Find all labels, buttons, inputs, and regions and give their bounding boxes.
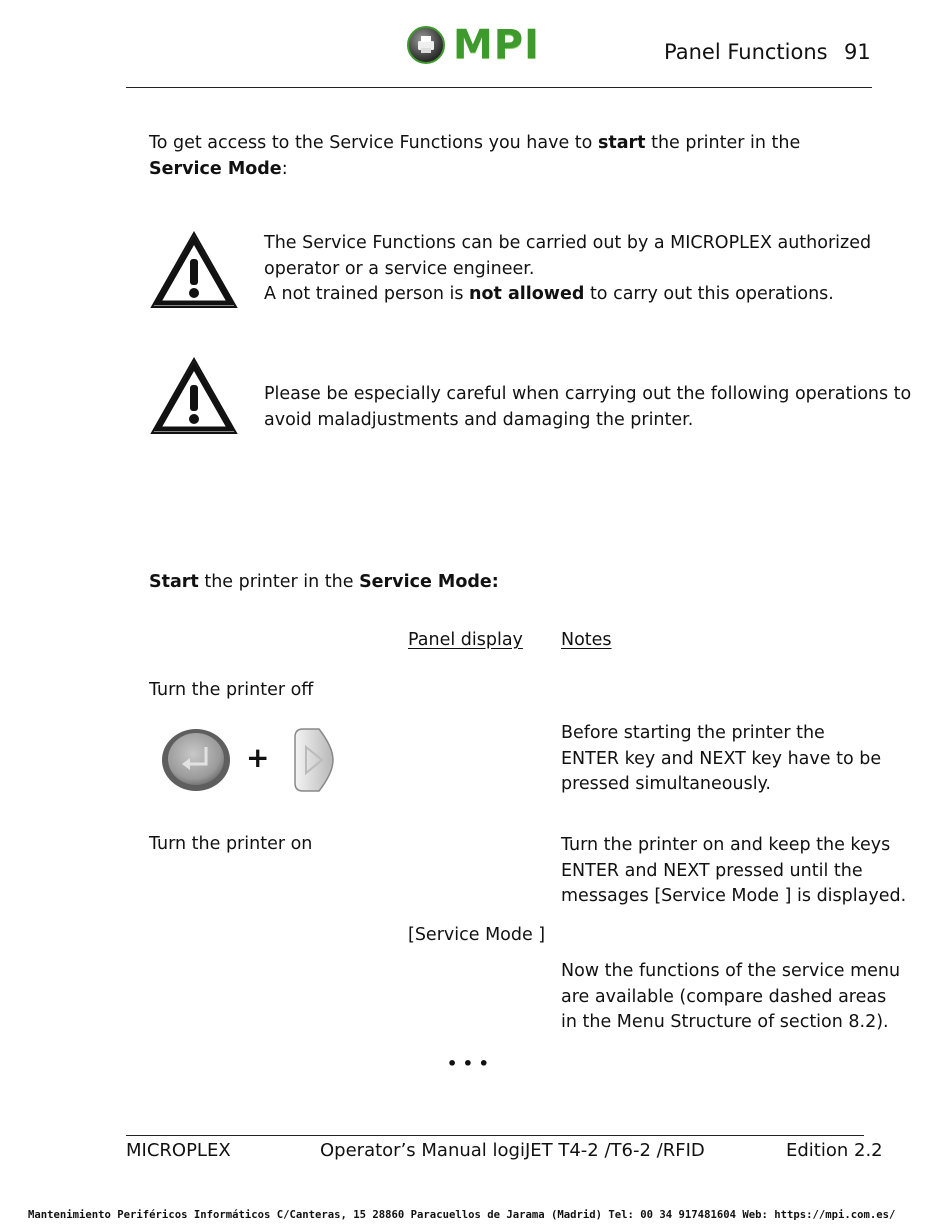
page-header-title: Panel Functions bbox=[664, 40, 828, 64]
step-notes-turn-on: Turn the printer on and keep the keys ENTER and NEXT pressed until the messages [Service Mode ] is displayed. bbox=[561, 835, 907, 906]
column-header-panel-display: Panel display bbox=[408, 630, 523, 650]
footer-divider bbox=[126, 1135, 864, 1136]
panel-display-service-mode: [Service Mode ] bbox=[408, 925, 546, 945]
warning-triangle-icon bbox=[150, 357, 238, 435]
header-divider bbox=[126, 87, 872, 88]
intro-line-2: Service Mode: bbox=[149, 158, 288, 179]
step-notes-service-menu: Now the functions of the service menu are available (compare dashed areas in the Menu Structure of section 8.2). bbox=[561, 961, 901, 1032]
warning-text-2: Please be especially careful when carrying out the following operations to avoid maladjustments and damaging the printer. bbox=[264, 384, 912, 430]
step-notes-keys: Before starting the printer the ENTER key and NEXT key have to be pressed simultaneously. bbox=[561, 723, 882, 794]
intro-line-1: To get access to the Service Functions you have to start the printer in the bbox=[149, 133, 801, 153]
logo-text: MPI bbox=[453, 22, 541, 68]
next-key-icon bbox=[293, 727, 335, 793]
printer-logo-icon bbox=[407, 26, 445, 64]
step-action-turn-off: Turn the printer off bbox=[149, 680, 314, 700]
plus-sign: + bbox=[246, 741, 270, 774]
column-header-notes: Notes bbox=[561, 630, 612, 650]
intro-paragraph bbox=[149, 131, 800, 182]
step-action-turn-on: Turn the printer on bbox=[149, 834, 313, 854]
footer-left: MICROPLEX bbox=[126, 1140, 231, 1161]
procedure-heading: Start the printer in the Service Mode: bbox=[149, 572, 499, 592]
warning-triangle-icon bbox=[150, 231, 238, 309]
warning-text-1: The Service Functions can be carried out by a MICROPLEX authorized operator or a service engineer. A not trained person is not allowed to carry out this operations. bbox=[264, 233, 872, 304]
mpi-logo bbox=[407, 24, 540, 66]
footer-right: Edition 2.2 bbox=[786, 1140, 883, 1161]
continuation-dots: • • • bbox=[447, 1054, 489, 1073]
page-number: 91 bbox=[844, 40, 871, 64]
company-contact-line: Mantenimiento Periféricos Informáticos C/Canteras, 15 28860 Paracuellos de Jarama (Madrid) Tel: 00 34 917481604 Web: https://mpi.com.es/ bbox=[28, 1209, 896, 1221]
enter-key-icon bbox=[160, 727, 232, 793]
footer-center: Operator’s Manual logiJET T4-2 /T6-2 /RFID bbox=[320, 1140, 705, 1161]
